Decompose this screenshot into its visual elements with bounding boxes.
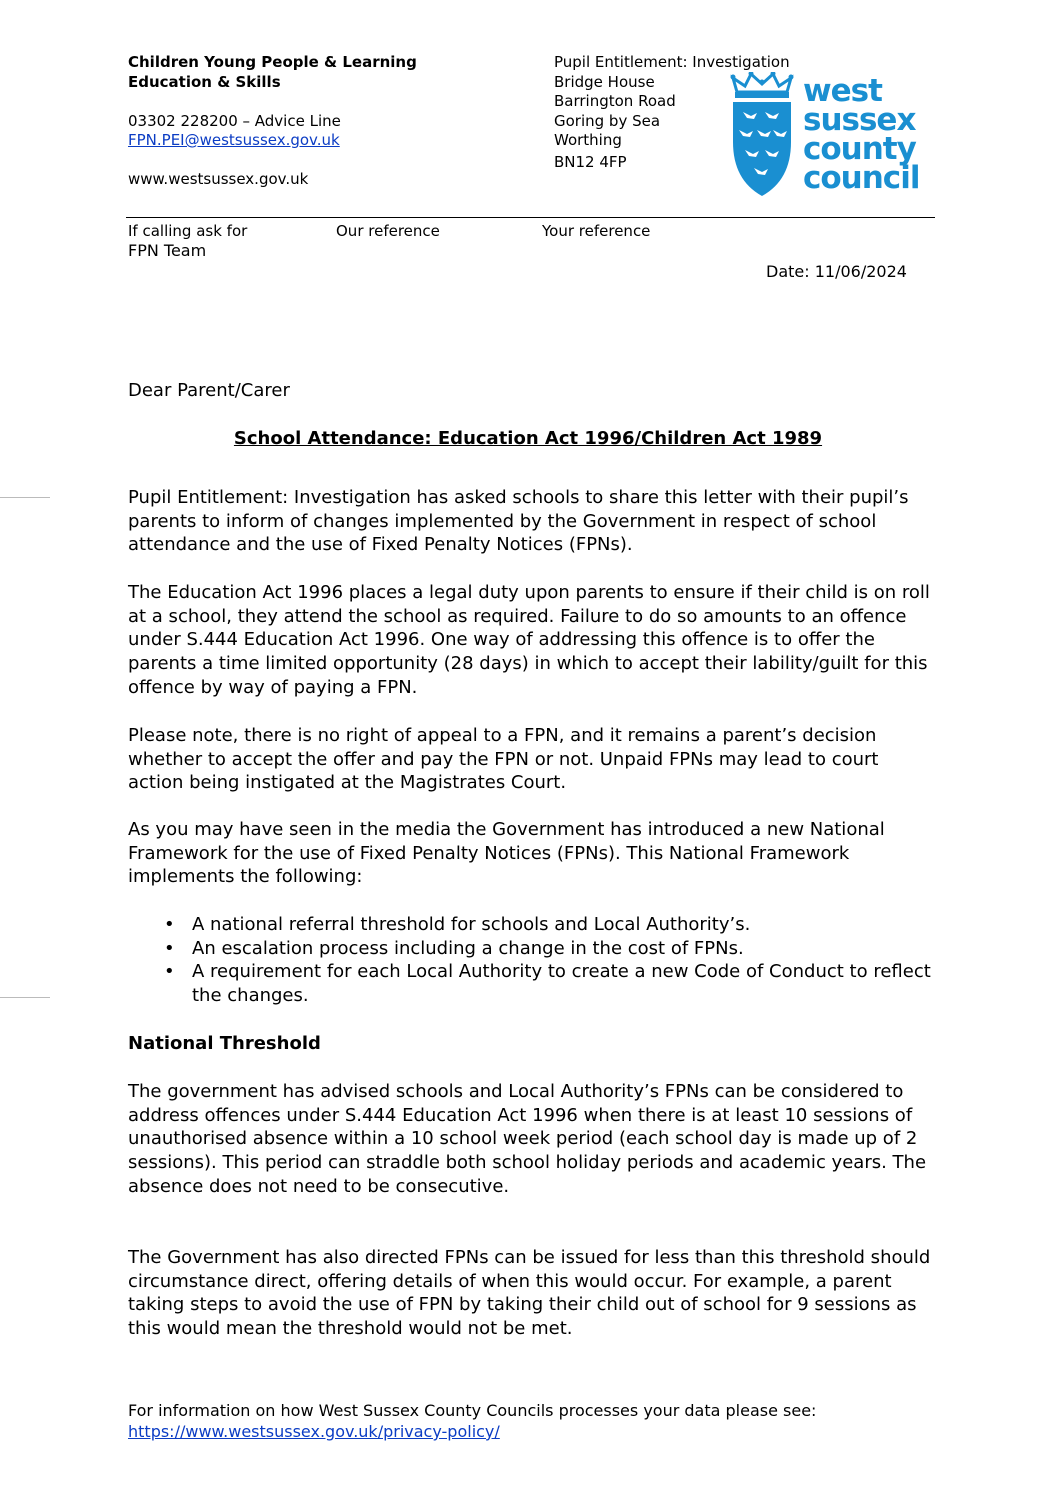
paragraph-5: The government has advised schools and Local Authority’s FPNs can be considered to address offences under S.444 Education Act 1996 when there is at least 10 sessions of unauthorised absence within a 10 school week period (each school day is made up of 2 sessions). This period can straddle both school holiday periods and academic years. The absence does not need to be consecutive. <box>128 1081 927 1197</box>
your-reference-label: Your reference <box>542 222 651 240</box>
calling-label: If calling ask for <box>128 222 248 240</box>
address-line: Pupil Entitlement: Investigation <box>554 53 790 71</box>
crown-icon <box>731 72 794 98</box>
list-item: • An escalation process including a change in the cost of FPNs. <box>164 937 744 959</box>
paragraph-4: As you may have seen in the media the Government has introduced a new National Framework for the use of Fixed Penalty Notices (FPNs). This National Framework implements the following: <box>128 819 885 888</box>
email-link[interactable]: FPN.PEI@westsussex.gov.uk <box>128 131 340 149</box>
bullet-icon: • <box>164 937 175 959</box>
address-line: BN12 4FP <box>554 152 627 171</box>
paragraph-6: The Government has also directed FPNs can be issued for less than this threshold should circumstance direct, offering details of when this would occur. For example, a parent taking steps to avoid the use of FPN by taking their child out of school for 9 sessions as this would mean the threshold would not be met. <box>128 1247 931 1340</box>
privacy-policy-link[interactable]: https://www.westsussex.gov.uk/privacy-policy/ <box>128 1422 500 1441</box>
letter-date: Date: 11/06/2024 <box>766 262 907 281</box>
website-text: www.westsussex.gov.uk <box>128 170 309 188</box>
footer-text: For information on how West Sussex County Councils processes your data please see: <box>128 1401 817 1420</box>
framework-list <box>128 913 934 1008</box>
fold-mark <box>0 997 50 998</box>
list-item: • A national referral threshold for schools and Local Authority’s. <box>164 914 751 935</box>
advice-line-phone: 03302 228200 – Advice Line <box>128 111 341 130</box>
privacy-footer <box>128 1400 948 1442</box>
org-line-1: Children Young People & Learning <box>128 53 417 71</box>
address-line: Goring by Sea <box>554 111 661 130</box>
calling-value: FPN Team <box>128 241 207 260</box>
list-item: • A requirement for each Local Authority to create a new Code of Conduct to reflect the changes. <box>164 961 931 1007</box>
west-sussex-county-council-logo <box>729 72 939 200</box>
address-line: Bridge House <box>554 72 655 91</box>
bullet-icon: • <box>164 914 175 935</box>
our-reference-label: Our reference <box>336 222 440 240</box>
letter-title: School Attendance: Education Act 1996/Children Act 1989 <box>233 428 823 449</box>
logo-word: sussex <box>803 102 916 138</box>
address-line: Barrington Road <box>554 92 676 111</box>
logo-word: council <box>803 160 920 196</box>
fold-mark <box>0 497 50 498</box>
address-line: Worthing <box>554 131 622 150</box>
shield-icon <box>733 102 791 196</box>
paragraph-2: The Education Act 1996 places a legal duty upon parents to ensure if their child is on roll at a school, they attend the school as required. Failure to do so amounts to an offence under S.444 Education Act 1996. One way of addressing this offence is to offer the parents a time limited opportunity (28 days) in which to accept their lability/guilt for this offence by way of paying a FPN. <box>128 582 930 698</box>
salutation: Dear Parent/Carer <box>128 380 290 401</box>
sender-block <box>128 53 528 190</box>
logo-word: west <box>803 73 882 109</box>
header-divider <box>126 217 935 218</box>
section-heading: National Threshold <box>128 1033 321 1054</box>
paragraph-1: Pupil Entitlement: Investigation has asked schools to share this letter with their pupil’s parents to inform of changes implemented by the Government in respect of school attendance and the use of Fixed Penalty Notices (FPNs). <box>128 487 909 556</box>
paragraph-3: Please note, there is no right of appeal to a FPN, and it remains a parent’s decision whether to accept the offer and pay the FPN or not. Unpaid FPNs may lead to court action being instigated at the Magistrates Court. <box>128 725 879 794</box>
bullet-icon: • <box>164 961 175 983</box>
calling-block <box>128 221 247 261</box>
logo-word: county <box>803 131 916 167</box>
org-line-2: Education & Skills <box>128 72 281 91</box>
